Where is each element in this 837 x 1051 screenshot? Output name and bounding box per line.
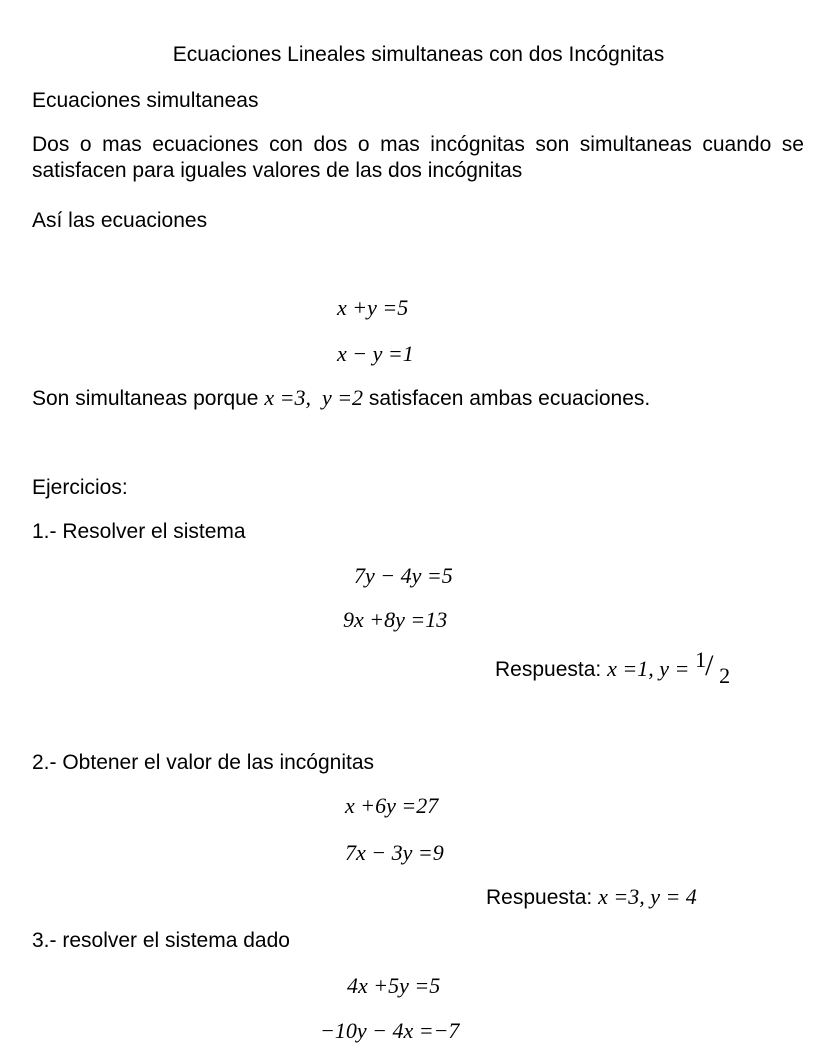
fraction-numerator: 1 xyxy=(695,647,707,673)
definition-paragraph: Dos o mas ecuaciones con dos o mas incógnitas son simultaneas cuando se satisfacen para iguales valores de las dos incógnitas xyxy=(32,133,804,182)
exercise-3-prompt: 3.- resolver el sistema dado xyxy=(32,929,290,952)
example-equation-2: x − y =1 xyxy=(337,341,414,366)
document-title: Ecuaciones Lineales simultaneas con dos Incógnitas xyxy=(172,43,665,66)
exercise-1-equation-1: 7y − 4y =5 xyxy=(354,563,453,588)
exercise-2-answer xyxy=(486,884,697,911)
section-heading: Ecuaciones simultaneas xyxy=(32,89,259,112)
exercise-1-answer xyxy=(495,647,735,689)
exercise-1-equation-2: 9x +8y =13 xyxy=(343,607,448,632)
example-statement xyxy=(32,385,650,412)
statement-math: x =3, y =2 xyxy=(264,385,364,410)
example-equation-1: x +y =5 xyxy=(337,295,409,320)
exercise-1-prompt: 1.- Resolver el sistema xyxy=(32,520,246,543)
intro-text: Así las ecuaciones xyxy=(32,209,208,232)
statement-suffix: satisfacen ambas ecuaciones. xyxy=(368,387,651,410)
exercise-2-prompt: 2.- Obtener el valor de las incógnitas xyxy=(32,751,375,774)
exercise-1-answer-fraction xyxy=(695,647,735,689)
exercise-2-equation-1: x +6y =27 xyxy=(345,793,439,818)
fraction-slash: / xyxy=(705,649,714,683)
exercise-1-answer-math: x =1, y = xyxy=(607,656,690,681)
exercise-2-answer-math: x =3, y = 4 xyxy=(598,884,697,909)
exercise-3-equation-2: −10y − 4x =−7 xyxy=(320,1018,460,1043)
exercise-2-answer-label: Respuesta: xyxy=(486,886,593,909)
statement-prefix: Son simultaneas porque xyxy=(32,387,259,410)
exercise-3-equation-1: 4x +5y =5 xyxy=(347,973,441,998)
exercises-heading: Ejercicios: xyxy=(32,476,128,499)
exercise-2-equation-2: 7x − 3y =9 xyxy=(345,840,444,865)
exercise-1-answer-label: Respuesta: xyxy=(495,658,602,681)
fraction-denominator: 2 xyxy=(719,663,731,689)
